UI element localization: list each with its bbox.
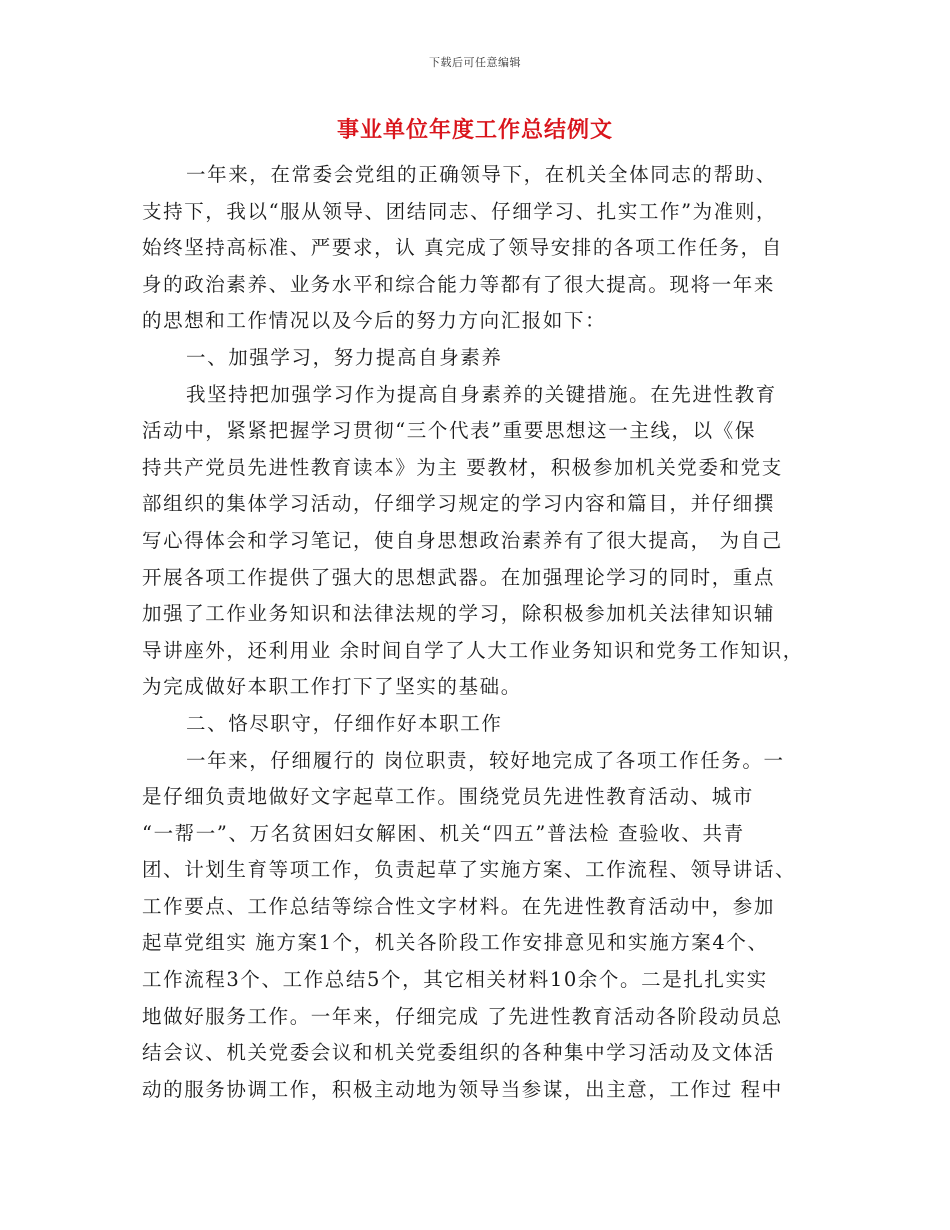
body-line: 始终坚持高标准、严要求，认 真完成了领导安排的各项工作任务，自: [142, 236, 783, 260]
body-line: 为完成做好本职工作打下了坚实的基础。: [142, 675, 522, 699]
body-line: 开展各项工作提供了强大的思想武器。在加强理论学习的同时，重点: [142, 565, 776, 589]
document-body: [142, 157, 814, 1108]
body-line: 工作要点、工作总结等综合性文字材料。在先进性教育活动中，参加: [142, 894, 776, 918]
body-line: 加强了工作业务知识和法律法规的学习，除积极参加机关法律知识辅: [142, 602, 776, 626]
body-line: 是仔细负责地做好文字起草工作。围绕党员先进性教育活动、城市: [142, 785, 754, 809]
body-line: 二、恪尽职守，仔细作好本职工作: [186, 711, 503, 735]
body-line: 地做好服务工作。一年来，仔细完成 了先进性教育活动各阶段动员总: [142, 1004, 783, 1028]
body-line: 写心得体会和学习笔记，使自身思想政治素养有了很大提高， 为自己: [142, 528, 783, 552]
body-line: 身的政治素养、业务水平和综合能力等都有了很大提高。现将一年来: [142, 272, 776, 296]
body-line: 结会议、机关党委会议和机关党委组织的各种集中学习活动及文体活: [142, 1041, 776, 1065]
body-line: 活动中，紧紧把握学习贯彻“三个代表”重要思想这一主线，以《保: [142, 419, 756, 443]
body-line: 团、计划生育等项工作，负责起草了实施方案、工作流程、领导讲话、: [142, 858, 797, 882]
body-line: “一帮一”、万名贫困妇女解困、机关“四五”普法检 查验收、共青: [142, 821, 745, 845]
body-line: 一年来，仔细履行的 岗位职责，较好地完成了各项工作任务。一: [186, 748, 785, 772]
body-line: 工作流程3个、工作总结5个，其它相关材料10余个。二是扎扎实实: [142, 968, 768, 992]
body-line: 持共产党员先进性教育读本》为主 要教材，积极参加机关党委和党支: [142, 455, 783, 479]
body-line: 部组织的集体学习活动，仔细学习规定的学习内容和篇目，并仔细撰: [142, 492, 776, 516]
body-line: 动的服务协调工作，积极主动地为领导当参谋，出主意，工作过 程中: [142, 1077, 783, 1101]
body-line: 我坚持把加强学习作为提高自身素养的关键措施。在先进性教育: [186, 382, 777, 406]
body-line: 一、加强学习，努力提高自身素养: [186, 345, 503, 369]
document-title: 事业单位年度工作总结例文: [336, 117, 613, 143]
body-line: 的思想和工作情况以及今后的努力方向汇报如下：: [142, 309, 607, 333]
header-note: 下载后可任意编辑: [429, 56, 521, 69]
body-line: 一年来，在常委会党组的正确领导下，在机关全体同志的帮助、: [186, 163, 777, 186]
body-line: 支持下，我以“服从领导、团结同志、仔细学习、扎实工作”为准则，: [142, 199, 778, 223]
body-line: 导讲座外，还利用业 余时间自学了人大工作业务知识和党务工作知识，: [142, 638, 804, 662]
body-line: 起草党组实 施方案1个，机关各阶段工作安排意见和实施方案4个、: [142, 931, 769, 955]
